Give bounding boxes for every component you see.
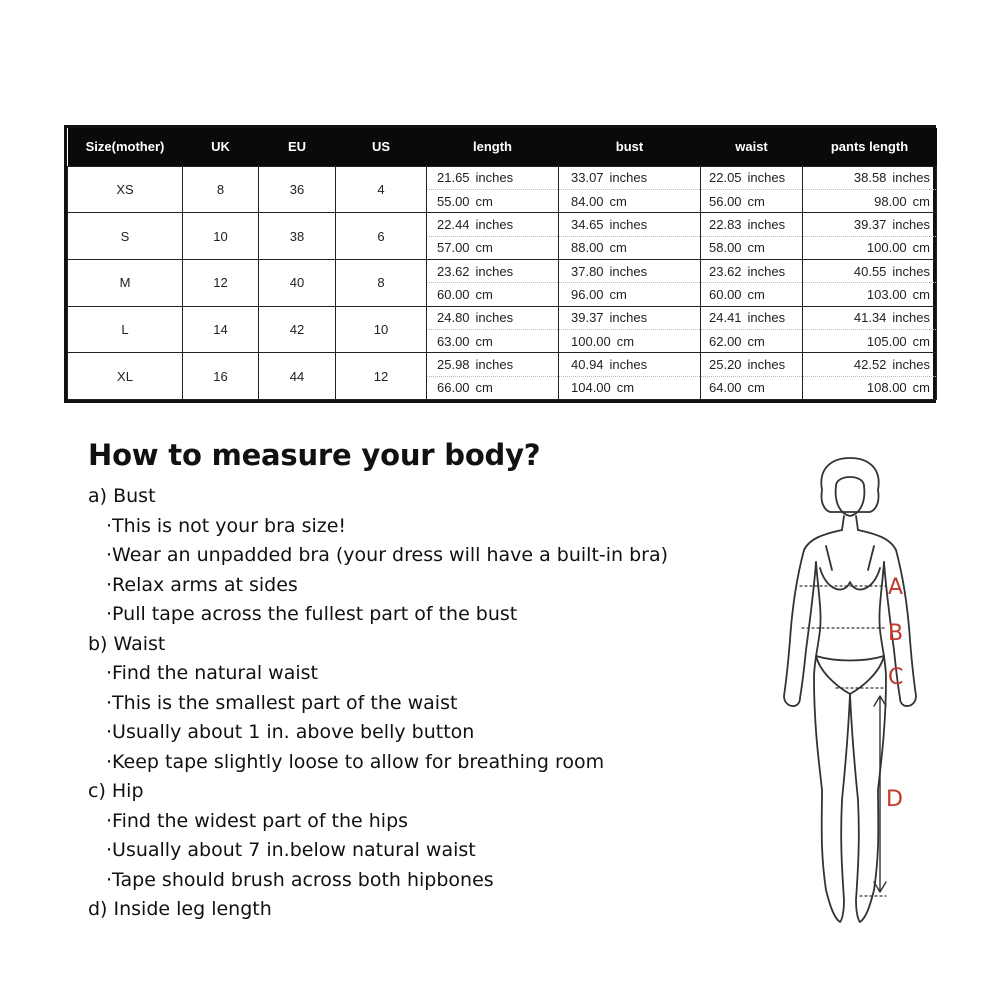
measurement-unit: inches <box>475 216 514 232</box>
measurement-cm <box>803 377 936 399</box>
measurement-unit: cm <box>747 333 765 349</box>
section-title: d) Inside leg length <box>88 898 272 920</box>
measurement-value: 23.62 <box>709 263 742 279</box>
cell-bust <box>559 306 701 353</box>
measurement-cm <box>559 190 700 212</box>
measurement-cm <box>701 330 802 352</box>
cell-size: M <box>68 259 183 306</box>
measurement-value: 63.00 <box>437 333 470 349</box>
measurement-unit: inches <box>609 170 648 186</box>
cell-uk: 16 <box>183 353 259 400</box>
section-title: c) Hip <box>88 780 144 802</box>
cell-bust <box>559 353 701 400</box>
section-tip: ·Keep tape slightly loose to allow for breathing room <box>106 750 605 773</box>
measurement-in <box>701 260 802 283</box>
body-figure-illustration <box>760 450 940 930</box>
cell-eu: 40 <box>259 259 336 306</box>
measurement-unit: inches <box>609 216 648 232</box>
measurement-value: 25.98 <box>437 356 470 372</box>
measurement-value: 23.62 <box>437 263 470 279</box>
figure-hair <box>821 458 878 512</box>
marker-b: B <box>888 621 904 646</box>
measurement-unit: inches <box>747 216 786 232</box>
measurement-unit: cm <box>475 240 493 256</box>
measurement-value: 22.44 <box>437 216 470 232</box>
measurement-value: 38.58 <box>853 170 887 186</box>
measurement-cm <box>427 330 558 352</box>
measurement-value: 100.00 <box>866 240 907 256</box>
cell-waist <box>701 166 803 213</box>
measurement-value: 60.00 <box>437 286 470 302</box>
measurement-unit: cm <box>609 240 627 256</box>
cell-size: XS <box>68 166 183 213</box>
cell-bust <box>559 259 701 306</box>
measurement-in <box>559 167 700 190</box>
measurement-unit: cm <box>912 333 930 349</box>
figure-briefs <box>816 656 884 694</box>
measurement-unit: inches <box>475 170 514 186</box>
measurement-cm <box>427 190 558 212</box>
size-chart-table <box>64 125 936 403</box>
cell-uk: 10 <box>183 213 259 260</box>
measurement-in <box>803 307 936 330</box>
measurement-in <box>701 167 802 190</box>
table-row <box>68 166 937 213</box>
measurement-unit: cm <box>747 240 765 256</box>
measurement-value: 60.00 <box>709 286 742 302</box>
measurement-value: 64.00 <box>709 380 742 396</box>
measurement-value: 40.94 <box>571 356 604 372</box>
cell-pants <box>803 213 937 260</box>
measurement-unit: cm <box>475 380 493 396</box>
measurement-unit: inches <box>747 170 786 186</box>
figure-left-leg <box>814 678 850 922</box>
header-pants-length: pants length <box>830 139 909 155</box>
cell-eu: 38 <box>259 213 336 260</box>
header-eu: EU <box>287 139 307 155</box>
measurement-value: 100.00 <box>571 333 611 349</box>
figure-left-arm <box>784 550 816 698</box>
guide-sections <box>88 482 728 925</box>
cell-length <box>427 259 559 306</box>
measurement-value: 25.20 <box>709 356 742 372</box>
measurement-unit: inches <box>609 263 648 279</box>
section-title: a) Bust <box>88 485 156 507</box>
measurement-cm <box>427 283 558 305</box>
measurement-value: 55.00 <box>437 193 470 209</box>
section-tip: ·This is not your bra size! <box>106 514 347 537</box>
measurement-value: 104.00 <box>571 380 611 396</box>
measurement-unit: cm <box>747 286 765 302</box>
measurement-in <box>701 353 802 376</box>
measurement-cm <box>559 283 700 305</box>
measurement-unit: inches <box>892 263 930 279</box>
section-tip: ·Pull tape across the fullest part of the bust <box>106 603 518 625</box>
measurement-in <box>701 307 802 330</box>
cell-uk: 8 <box>183 166 259 213</box>
measurement-cm <box>701 190 802 212</box>
cell-pants <box>803 259 937 306</box>
measurement-unit: cm <box>747 380 765 396</box>
measurement-unit: inches <box>475 356 514 372</box>
cell-eu: 44 <box>259 353 336 400</box>
header-bust: bust <box>615 139 644 155</box>
measurement-cm <box>427 237 558 259</box>
measurement-unit: cm <box>747 193 765 209</box>
marker-d: D <box>886 787 903 812</box>
cell-us: 4 <box>336 166 427 213</box>
measurement-in <box>427 353 558 376</box>
measurement-cm <box>427 377 558 399</box>
measurement-in <box>803 213 936 236</box>
cell-pants <box>803 306 937 353</box>
measurement-unit: inches <box>747 356 786 372</box>
section-tip: ·Wear an unpadded bra (your dress will have a built-in bra) <box>106 544 669 566</box>
measurement-in <box>559 213 700 236</box>
measurement-value: 34.65 <box>571 216 604 232</box>
cell-us: 8 <box>336 259 427 306</box>
cell-length <box>427 166 559 213</box>
measurement-cm <box>701 377 802 399</box>
cell-pants <box>803 353 937 400</box>
section-tip: ·Find the natural waist <box>106 662 318 684</box>
measurement-in <box>701 213 802 236</box>
measurement-cm <box>559 377 700 399</box>
measurement-value: 40.55 <box>853 263 887 279</box>
measurement-value: 37.80 <box>571 263 604 279</box>
cell-uk: 14 <box>183 306 259 353</box>
measurement-value: 24.80 <box>437 310 470 326</box>
measurement-unit: cm <box>912 240 930 256</box>
cell-size: S <box>68 213 183 260</box>
cell-waist <box>701 259 803 306</box>
measurement-value: 41.34 <box>853 310 887 326</box>
measurement-cm <box>803 237 936 259</box>
section-tip: ·Relax arms at sides <box>106 573 298 596</box>
measurement-in <box>559 260 700 283</box>
section-title: b) Waist <box>88 632 166 655</box>
cell-uk: 12 <box>183 259 259 306</box>
measurement-unit: inches <box>892 356 930 372</box>
measurement-in <box>559 353 700 376</box>
marker-c: C <box>888 665 904 690</box>
section-tip: ·Usually about 7 in.below natural waist <box>106 839 476 861</box>
measurement-value: 66.00 <box>437 380 470 396</box>
measurement-value: 22.83 <box>709 216 742 232</box>
measurement-cm <box>559 330 700 352</box>
measurement-unit: inches <box>609 310 648 326</box>
measurement-cm <box>803 190 936 212</box>
cell-eu: 42 <box>259 306 336 353</box>
cell-us: 6 <box>336 213 427 260</box>
table-row <box>68 353 937 400</box>
cell-bust <box>559 213 701 260</box>
figure-bra <box>820 546 880 590</box>
figure-shoulders <box>804 530 896 550</box>
measurement-unit: inches <box>747 310 786 326</box>
measurement-value: 21.65 <box>437 170 470 186</box>
cell-waist <box>701 306 803 353</box>
measurement-unit: inches <box>892 310 930 326</box>
measurement-unit: cm <box>616 333 635 349</box>
measurement-value: 103.00 <box>866 286 907 302</box>
measurement-unit: cm <box>616 380 635 396</box>
measurement-unit: inches <box>892 170 930 186</box>
measure-guide <box>88 438 728 925</box>
measurement-unit: cm <box>475 333 493 349</box>
measurement-value: 39.37 <box>853 216 887 232</box>
table-row <box>68 259 937 306</box>
cell-us: 10 <box>336 306 427 353</box>
section-tip: ·Tape should brush across both hipbones <box>106 868 494 891</box>
measurement-unit: inches <box>747 263 786 279</box>
cell-pants <box>803 166 937 213</box>
measurement-value: 24.41 <box>709 310 742 326</box>
measurement-value: 105.00 <box>866 333 907 349</box>
cell-us: 12 <box>336 353 427 400</box>
header-uk: UK <box>211 139 230 155</box>
figure-face <box>836 477 865 516</box>
measurement-cm <box>701 283 802 305</box>
header-length: length <box>473 139 512 155</box>
measurement-unit: cm <box>912 286 930 302</box>
cell-size: XL <box>68 353 183 400</box>
measurement-value: 108.00 <box>866 380 907 396</box>
measurement-unit: inches <box>609 356 648 372</box>
table-row <box>68 306 937 353</box>
measurement-value: 88.00 <box>571 240 604 256</box>
measurement-value: 57.00 <box>437 240 470 256</box>
table-header-row <box>68 128 937 166</box>
measurement-cm <box>701 237 802 259</box>
cell-waist <box>701 213 803 260</box>
measurement-in <box>427 213 558 236</box>
section-tip: ·This is the smallest part of the waist <box>106 691 458 714</box>
section-tip: ·Usually about 1 in. above belly button <box>106 721 475 743</box>
measurement-value: 42.52 <box>853 356 887 372</box>
measurement-unit: inches <box>475 310 514 326</box>
measurement-value: 22.05 <box>709 170 742 186</box>
header-size: Size(mother) <box>85 139 165 155</box>
header-waist: waist <box>735 139 768 155</box>
cell-waist <box>701 353 803 400</box>
table-row <box>68 213 937 260</box>
header-us: US <box>371 139 391 155</box>
measurement-unit: cm <box>475 193 493 209</box>
measurement-in <box>803 167 936 190</box>
cell-length <box>427 306 559 353</box>
marker-a: A <box>888 575 904 600</box>
measurement-value: 98.00 <box>874 193 907 209</box>
guide-title: How to measure your body? <box>88 438 541 472</box>
measurement-in <box>427 307 558 330</box>
measurement-value: 62.00 <box>709 333 742 349</box>
measurement-unit: inches <box>475 263 514 279</box>
cell-length <box>427 353 559 400</box>
cell-eu: 36 <box>259 166 336 213</box>
measurement-unit: cm <box>912 380 930 396</box>
measurement-value: 39.37 <box>571 310 604 326</box>
measurement-in <box>427 167 558 190</box>
cell-size: L <box>68 306 183 353</box>
measurement-unit: cm <box>475 286 493 302</box>
measurement-cm <box>559 237 700 259</box>
section-tip: ·Find the widest part of the hips <box>106 809 409 832</box>
cell-bust <box>559 166 701 213</box>
measurement-unit: cm <box>609 286 627 302</box>
measurement-in <box>427 260 558 283</box>
measurement-unit: cm <box>912 193 930 209</box>
measurement-value: 84.00 <box>571 193 604 209</box>
measurement-in <box>803 353 936 376</box>
measurement-value: 33.07 <box>571 170 604 186</box>
measurement-in <box>803 260 936 283</box>
measurement-value: 58.00 <box>709 240 742 256</box>
measurement-value: 96.00 <box>571 286 604 302</box>
measurement-cm <box>803 330 936 352</box>
figure-neck <box>842 516 858 530</box>
cell-length <box>427 213 559 260</box>
measurement-unit: inches <box>892 216 930 232</box>
measurement-value: 56.00 <box>709 193 742 209</box>
measurement-unit: cm <box>609 193 627 209</box>
measurement-cm <box>803 283 936 305</box>
measurement-in <box>559 307 700 330</box>
